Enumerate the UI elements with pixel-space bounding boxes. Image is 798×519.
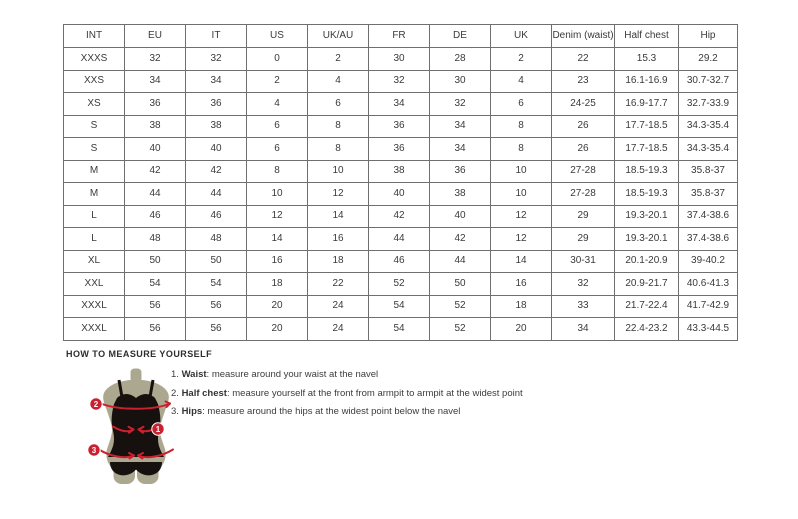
table-cell: 6	[247, 115, 308, 138]
measurement-figure	[84, 367, 184, 487]
table-cell: XXXL	[64, 295, 125, 318]
table-cell: 8	[308, 138, 369, 161]
table-cell: 38	[125, 115, 186, 138]
table-cell: 12	[491, 228, 552, 251]
table-cell: 40	[430, 205, 491, 228]
table-cell: 12	[491, 205, 552, 228]
table-cell: M	[64, 160, 125, 183]
table-cell: XXXL	[64, 318, 125, 341]
table-cell: 46	[186, 205, 247, 228]
table-cell: 56	[186, 318, 247, 341]
table-cell: 18	[247, 273, 308, 296]
column-header: UK/AU	[308, 25, 369, 48]
column-header: UK	[491, 25, 552, 48]
table-cell: 40.6-41.3	[679, 273, 738, 296]
table-row	[64, 183, 738, 206]
column-header: Denim (waist)	[552, 25, 615, 48]
table-cell: 10	[491, 160, 552, 183]
table-cell: 38	[186, 115, 247, 138]
table-cell: 41.7-42.9	[679, 295, 738, 318]
mannequin-illustration	[84, 367, 184, 487]
table-row	[64, 160, 738, 183]
table-cell: L	[64, 228, 125, 251]
table-cell: 4	[491, 70, 552, 93]
table-row	[64, 115, 738, 138]
table-cell: 37.4-38.6	[679, 228, 738, 251]
table-cell: 20	[247, 318, 308, 341]
table-cell: 54	[369, 295, 430, 318]
table-cell: 17.7-18.5	[615, 138, 679, 161]
marker-waist	[152, 423, 164, 435]
table-cell: 44	[369, 228, 430, 251]
table-cell: 36	[369, 115, 430, 138]
table-row	[64, 205, 738, 228]
table-cell: 22	[552, 48, 615, 71]
table-cell: 27-28	[552, 160, 615, 183]
table-cell: 22.4-23.2	[615, 318, 679, 341]
table-cell: 44	[125, 183, 186, 206]
marker-hips	[88, 444, 100, 456]
instructions-list	[171, 370, 523, 426]
table-cell: 10	[308, 160, 369, 183]
table-cell: 22	[308, 273, 369, 296]
table-row	[64, 70, 738, 93]
table-cell: 23	[552, 70, 615, 93]
column-header: US	[247, 25, 308, 48]
table-cell: 35.8-37	[679, 160, 738, 183]
table-cell: 34	[125, 70, 186, 93]
table-cell: 42	[369, 205, 430, 228]
table-cell: 56	[125, 318, 186, 341]
marker-half-chest-number: 2	[93, 399, 99, 409]
table-cell: 29	[552, 205, 615, 228]
table-cell: 52	[369, 273, 430, 296]
table-cell: 28	[430, 48, 491, 71]
table-cell: 16	[491, 273, 552, 296]
table-cell: 30.7-32.7	[679, 70, 738, 93]
table-cell: 32.7-33.9	[679, 93, 738, 116]
table-cell: 32	[369, 70, 430, 93]
instruction-item: 3. Hips: measure around the hips at the widest point below the navel	[171, 406, 461, 417]
table-cell: 17.7-18.5	[615, 115, 679, 138]
table-cell: 20.9-21.7	[615, 273, 679, 296]
table-cell: 26	[552, 138, 615, 161]
table-cell: 54	[369, 318, 430, 341]
table-cell: 56	[186, 295, 247, 318]
column-header: DE	[430, 25, 491, 48]
table-cell: 46	[369, 250, 430, 273]
table-cell: 44	[430, 250, 491, 273]
table-cell: 52	[430, 318, 491, 341]
table-cell: 12	[247, 205, 308, 228]
table-cell: XXXS	[64, 48, 125, 71]
table-cell: 16	[247, 250, 308, 273]
table-cell: 42	[186, 160, 247, 183]
table-row	[64, 48, 738, 71]
table-cell: 16.1-16.9	[615, 70, 679, 93]
table-cell: 8	[308, 115, 369, 138]
table-cell: 24	[308, 295, 369, 318]
table-cell: 50	[186, 250, 247, 273]
table-cell: 34	[552, 318, 615, 341]
table-cell: 38	[369, 160, 430, 183]
table-cell: 16.9-17.7	[615, 93, 679, 116]
table-cell: 43.3-44.5	[679, 318, 738, 341]
table-cell: 10	[247, 183, 308, 206]
marker-hips-number: 3	[91, 445, 97, 455]
table-row	[64, 318, 738, 341]
table-cell: 14	[247, 228, 308, 251]
column-header: FR	[369, 25, 430, 48]
table-cell: 8	[491, 138, 552, 161]
table-row	[64, 138, 738, 161]
size-chart-table	[63, 24, 738, 341]
table-cell: 56	[125, 295, 186, 318]
table-cell: 26	[552, 115, 615, 138]
table-cell: S	[64, 115, 125, 138]
table-cell: 50	[125, 250, 186, 273]
table-cell: 32	[125, 48, 186, 71]
table-cell: XXL	[64, 273, 125, 296]
table-cell: 34	[430, 115, 491, 138]
table-cell: 2	[247, 70, 308, 93]
table-cell: 36	[369, 138, 430, 161]
table-cell: 4	[308, 70, 369, 93]
column-header: EU	[125, 25, 186, 48]
table-cell: 42	[125, 160, 186, 183]
table-cell: 14	[308, 205, 369, 228]
column-header: INT	[64, 25, 125, 48]
table-cell: 14	[491, 250, 552, 273]
instruction-item: 2. Half chest: measure yourself at the front from armpit to armpit at the widest point	[171, 387, 523, 399]
column-header: IT	[186, 25, 247, 48]
table-cell: 30	[430, 70, 491, 93]
marker-waist-number: 1	[155, 424, 161, 434]
column-header: Half chest	[615, 25, 679, 48]
table-cell: 19.3-20.1	[615, 228, 679, 251]
table-cell: 19.3-20.1	[615, 205, 679, 228]
table-cell: 44	[186, 183, 247, 206]
table-cell: 52	[430, 295, 491, 318]
table-cell: 6	[247, 138, 308, 161]
marker-half-chest	[90, 398, 102, 410]
table-cell: 34.3-35.4	[679, 115, 738, 138]
table-cell: 20.1-20.9	[615, 250, 679, 273]
table-cell: 37.4-38.6	[679, 205, 738, 228]
table-cell: 39-40.2	[679, 250, 738, 273]
table-cell: 40	[369, 183, 430, 206]
table-row	[64, 228, 738, 251]
instruction-item: 1. Waist: measure around your waist at the navel	[171, 369, 379, 380]
table-body	[64, 48, 738, 341]
table-cell: 20	[247, 295, 308, 318]
table-row	[64, 250, 738, 273]
table-cell: 6	[308, 93, 369, 116]
measure-section-title: HOW TO MEASURE YOURSELF	[66, 349, 213, 359]
table-cell: 38	[430, 183, 491, 206]
table-cell: S	[64, 138, 125, 161]
table-cell: 18.5-19.3	[615, 160, 679, 183]
table-cell: 40	[125, 138, 186, 161]
table-cell: 2	[308, 48, 369, 71]
table-cell: 4	[247, 93, 308, 116]
table-cell: 18	[491, 295, 552, 318]
table-cell: 0	[247, 48, 308, 71]
table-cell: 32	[430, 93, 491, 116]
table-cell: 10	[491, 183, 552, 206]
table-cell: 30-31	[552, 250, 615, 273]
table-cell: L	[64, 205, 125, 228]
table-cell: 36	[186, 93, 247, 116]
table-cell: 34.3-35.4	[679, 138, 738, 161]
table-header-row	[64, 25, 738, 48]
table-cell: 30	[369, 48, 430, 71]
column-header: Hip	[679, 25, 738, 48]
table-cell: 33	[552, 295, 615, 318]
table-cell: 48	[125, 228, 186, 251]
table-cell: 40	[186, 138, 247, 161]
table-cell: 27-28	[552, 183, 615, 206]
table-cell: 18	[308, 250, 369, 273]
table-cell: XL	[64, 250, 125, 273]
table-cell: 34	[430, 138, 491, 161]
table-cell: 36	[430, 160, 491, 183]
table-cell: 50	[430, 273, 491, 296]
table-cell: 46	[125, 205, 186, 228]
table-cell: 12	[308, 183, 369, 206]
table-cell: 21.7-22.4	[615, 295, 679, 318]
table-cell: 29	[552, 228, 615, 251]
table-cell: 2	[491, 48, 552, 71]
table-row	[64, 93, 738, 116]
table-cell: 34	[369, 93, 430, 116]
table-cell: 48	[186, 228, 247, 251]
table-cell: 18.5-19.3	[615, 183, 679, 206]
table-cell: 32	[186, 48, 247, 71]
table-cell: 15.3	[615, 48, 679, 71]
table-cell: 16	[308, 228, 369, 251]
table-cell: 8	[247, 160, 308, 183]
table-cell: XXS	[64, 70, 125, 93]
table-cell: 54	[186, 273, 247, 296]
table-cell: 34	[186, 70, 247, 93]
table-cell: 54	[125, 273, 186, 296]
table-cell: 35.8-37	[679, 183, 738, 206]
table-cell: 32	[552, 273, 615, 296]
table-cell: 20	[491, 318, 552, 341]
table-cell: 24	[308, 318, 369, 341]
table-cell: 8	[491, 115, 552, 138]
table-row	[64, 295, 738, 318]
table-cell: XS	[64, 93, 125, 116]
table-cell: 24-25	[552, 93, 615, 116]
table-row	[64, 273, 738, 296]
table-cell: 36	[125, 93, 186, 116]
table-cell: 6	[491, 93, 552, 116]
table-cell: 42	[430, 228, 491, 251]
table-cell: 29.2	[679, 48, 738, 71]
table-cell: M	[64, 183, 125, 206]
